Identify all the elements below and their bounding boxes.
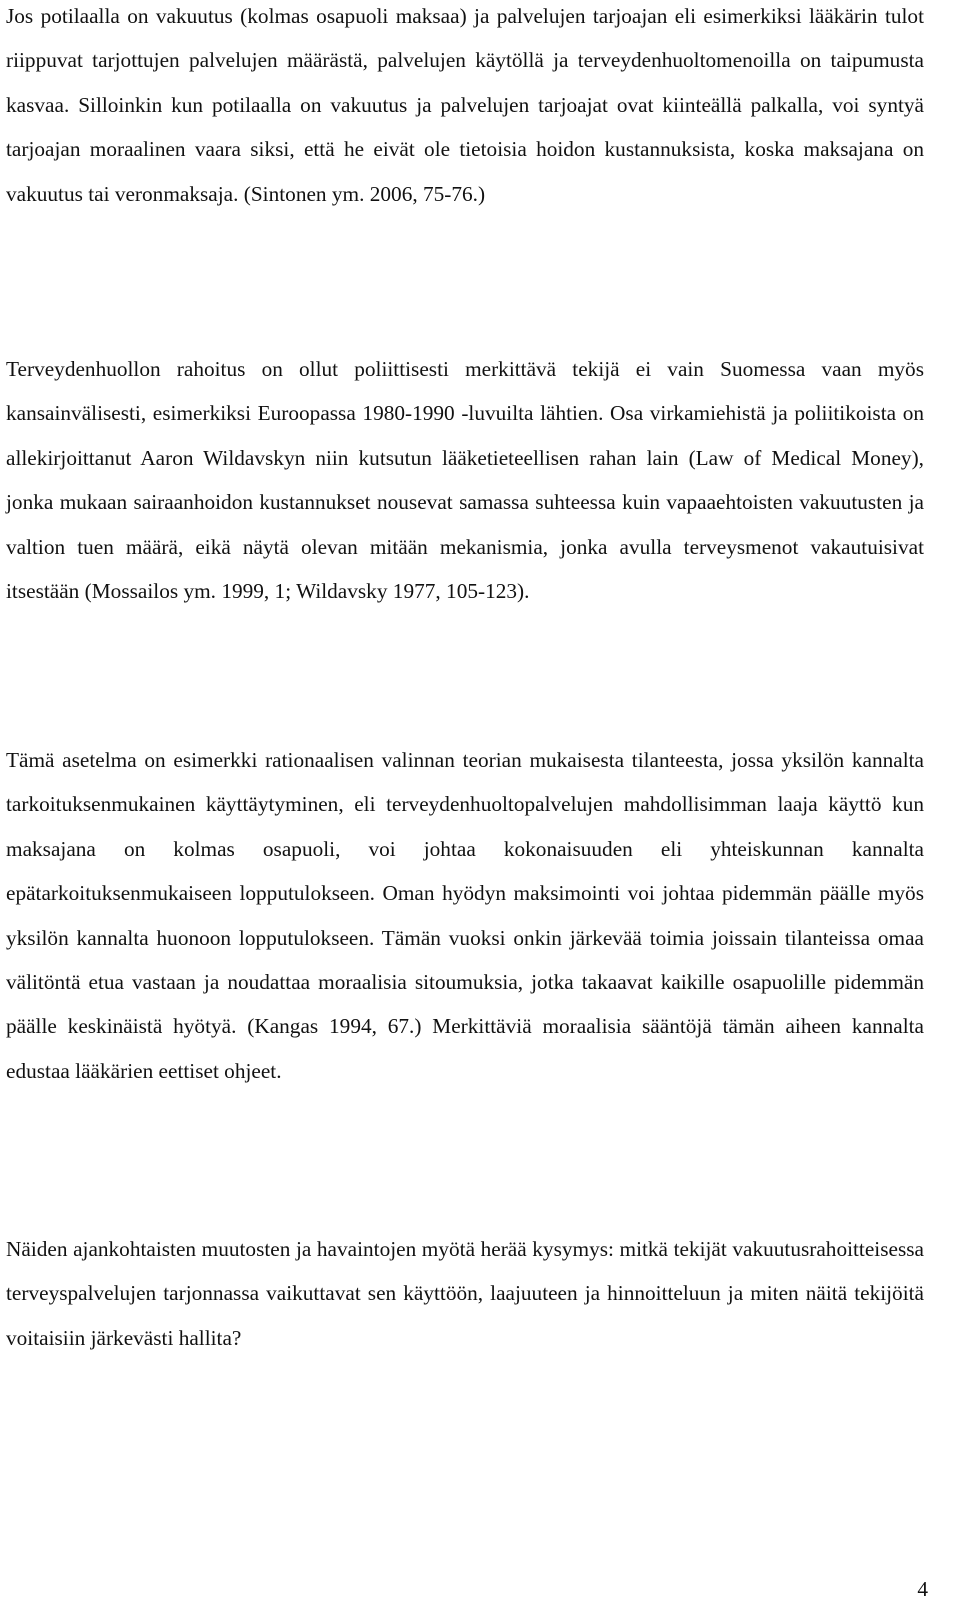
- paragraph-1: Jos potilaalla on vakuutus (kolmas osapuoli maksaa) ja palvelujen tarjoajan eli esimerkiksi lääkärin tulot riippuvat tarjottujen palvelujen määrästä, palvelujen käytöllä ja terveydenhuoltomenoilla on taipumusta kasvaa. Silloinkin kun potilaalla on vakuutus ja palvelujen tarjoajat ovat kiinteällä palkalla, voi syntyä tarjoajan moraalinen vaara siksi, että he eivät ole tietoisia hoidon kustannuksista, koska maksajana on vakuutus tai veronmaksaja. (Sintonen ym. 2006, 75-76.): [6, 4, 924, 206]
- paragraph-2: Terveydenhuollon rahoitus on ollut poliittisesti merkittävä tekijä ei vain Suomessa vaan myös kansainvälisesti, esimerkiksi Euroopassa 1980-1990 -luvuilta lähtien. Osa virkamiehistä ja poliitikoista on allekirjoittanut Aaron Wildavskyn niin kutsutun lääketieteellisen rahan lain (Law of Medical Money), jonka mukaan sairaanhoidon kustannukset nousevat samassa suhteessa kuin vapaaehtoisten vakuutusten ja valtion tuen määrä, eikä näytä olevan mitään mekanismia, jonka avulla terveysmenot vakautuisivat itsestään (Mossailos ym. 1999, 1; Wildavsky 1977, 105-123).: [6, 357, 924, 604]
- paragraph-3: Tämä asetelma on esimerkki rationaalisen valinnan teorian mukaisesta tilanteesta, jossa yksilön kannalta tarkoituksenmukainen käyttäytyminen, eli terveydenhuoltopalvelujen mahdollisimman laaja käyttö kun maksajana on kolmas osapuoli, voi johtaa kokonaisuuden eli yhteiskunnan kannalta epätarkoituksenmukaiseen lopputulokseen. Oman hyödyn maksimointi voi johtaa pidemmän päälle myös yksilön kannalta huonoon lopputulokseen. Tämän vuoksi onkin järkevää toimia joissain tilanteissa omaa välitöntä etua vastaan ja noudattaa moraalisia sitoumuksia, jotka takaavat kaikille osapuolille pidemmän päälle keskinäistä hyötyä. (Kangas 1994, 67.) Merkittäviä moraalisia sääntöjä tämän aiheen kannalta edustaa lääkärien eettiset ohjeet.: [6, 748, 924, 1083]
- page-number: 4: [917, 1577, 928, 1601]
- paragraph-4: Näiden ajankohtaisten muutosten ja havaintojen myötä herää kysymys: mitkä tekijät vakuutusrahoitteisessa terveyspalvelujen tarjonnassa vaikuttavat sen käyttöön, laajuuteen ja hinnoitteluun ja miten näitä tekijöitä voitaisiin järkevästi hallita?: [6, 1237, 924, 1350]
